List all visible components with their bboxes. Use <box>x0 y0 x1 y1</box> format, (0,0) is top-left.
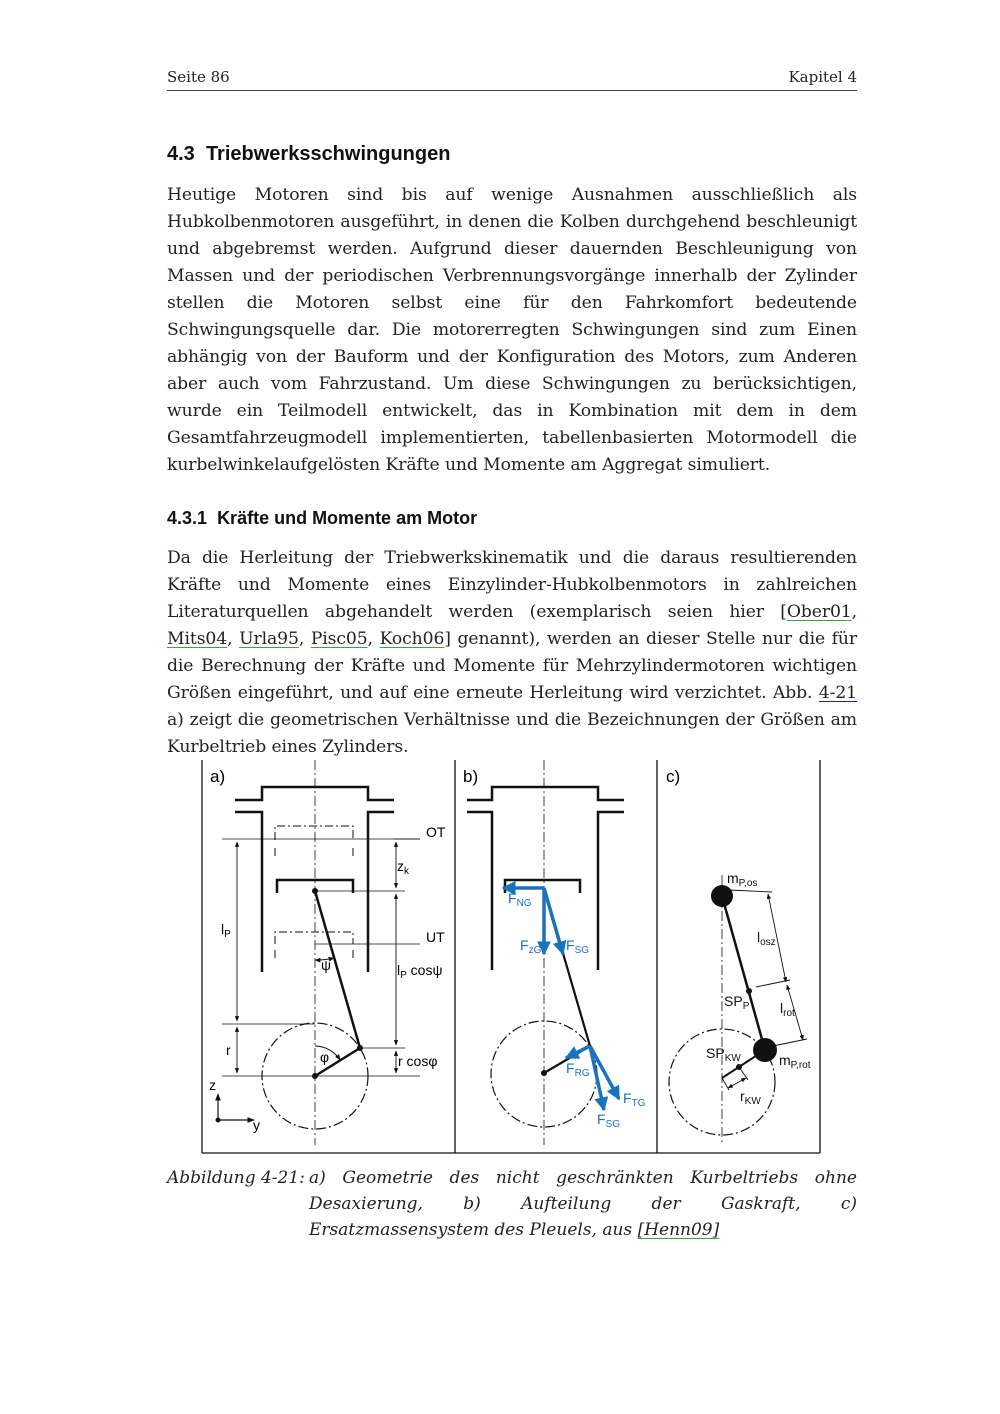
fsg-label: $F_{SG}$ <box>566 937 590 956</box>
caption-label: Abbildung 4-21: <box>167 1168 305 1188</box>
r-cos-phi-label: r cosφ <box>398 1053 438 1069</box>
panel-c <box>666 767 811 1145</box>
origin-dot <box>216 1118 221 1123</box>
panel-b-label: b) <box>463 767 479 786</box>
fsg2-label: $F_{SG}$ <box>597 1111 621 1130</box>
lp-cos-psi-label: $l_P$ cosψ <box>397 962 443 981</box>
body-text-part: a) zeigt die geometrischen Verhältnisse und die Bezeichnungen der Größen am Kurbeltrieb eines Zylinders. <box>167 710 857 757</box>
chapter-label: Kapitel 4 <box>788 68 857 86</box>
phi-label: φ <box>320 1049 330 1065</box>
sp-p-label: $SP_P$ <box>724 993 750 1012</box>
intro-text: Heutige Motoren sind bis auf wenige Ausnahmen ausschließlich als Hubkolbenmotoren ausgeführt, in denen die Kolben durchgehend beschleunigt und abgebremst werden. Aufgrund dieser dauernden Beschleunigung von Massen und der periodischen Verbrennungsvorgänge innerhalb der Zylinder stellen die Motoren selbst eine für den Fahrkomfort bedeutende Schwingungsquelle dar. Die motorerregten Schwingungen sind zum Einen abhängig von der Bauform und der Konfiguration des Motors, zum Anderen aber auch vom Fahrzustand. Um diese Schwingungen zu berücksichtigen, wurde ein Teilmodell entwickelt, das in Kombination mit dem in dem Gesamtfahrzeugmodell implementierten, tabellenbasierten Motormodell die kurbelwinkelaufgelösten Kräfte und Momente am Aggregat simuliert. <box>167 185 857 475</box>
z-axis-label: z <box>209 1077 216 1093</box>
citation-link[interactable]: Urla95 <box>239 629 299 649</box>
caption-text <box>309 1165 857 1243</box>
citation-link[interactable]: Mits04 <box>167 629 228 649</box>
conrod-c <box>722 896 765 1050</box>
section-number: 4.3 <box>167 143 195 165</box>
fzg-label: $F_{zG}$ <box>520 937 542 956</box>
panel-b <box>463 760 646 1145</box>
citation-link[interactable]: Pisc05 <box>310 629 368 649</box>
citation-link[interactable]: Ober01 <box>786 602 852 622</box>
body-paragraph <box>167 545 857 761</box>
subsection-title: Kräfte und Momente am Motor <box>217 508 478 528</box>
l-osz-label: $l_{osz}$ <box>757 929 776 948</box>
ut-label: UT <box>426 929 445 945</box>
r-label: r <box>226 1042 231 1058</box>
figure-frame <box>202 760 820 1153</box>
psi-label: ψ <box>321 957 331 973</box>
sp-kw-label: $SP_{KW}$ <box>706 1045 741 1064</box>
frg-label: $F_{RG}$ <box>566 1060 590 1079</box>
panel-a-label: a) <box>210 767 226 786</box>
y-axis-label: y <box>253 1117 260 1133</box>
force-labels <box>508 890 646 1130</box>
subsection-number: 4.3.1 <box>167 508 208 528</box>
page-number: Seite 86 <box>167 68 230 86</box>
subsection-heading <box>167 508 477 529</box>
fng-label: $F_{NG}$ <box>508 890 532 909</box>
crank-center-b <box>541 1070 547 1076</box>
page-header <box>167 68 857 91</box>
caption-text-body: a) Geometrie des nicht geschränkten Kurbeltriebs ohne Desaxierung, b) Aufteilung der Gaskraft, c) Ersatzmassensystem des Pleuels, aus <box>309 1168 857 1240</box>
panel-c-label: c) <box>666 767 681 786</box>
r-kw-label: $r_{KW}$ <box>740 1088 761 1107</box>
mass-rotating <box>753 1038 777 1062</box>
section-heading <box>167 143 450 166</box>
ftg-label: $F_{TG}$ <box>623 1090 646 1109</box>
citation-link[interactable]: Koch06 <box>379 629 445 649</box>
zk-label: $z_k$ <box>397 858 409 877</box>
mass-oscillating <box>711 885 733 907</box>
piston-ot <box>275 826 353 856</box>
intro-paragraph <box>167 182 857 479</box>
ot-label: OT <box>426 824 446 840</box>
body-text-part: Da die Herleitung der Triebwerkskinematik und die daraus resultierenden Kräfte und Momente eines Einzylinder-Hubkolbenmotors in zahlreichen Literaturquellen abgehandelt werden (exemplarisch seien hier [ <box>167 548 857 622</box>
l-rot-label: $l_{rot}$ <box>780 1000 795 1019</box>
m-p-os-label: $m_{P,os}$ <box>727 870 758 889</box>
force-sg-arrow <box>544 888 563 954</box>
panel-a <box>209 760 446 1145</box>
conrod-cog <box>746 988 752 994</box>
piston-ut <box>275 932 353 958</box>
lp-label: $l_P$ <box>221 921 231 940</box>
force-vectors <box>503 888 619 1110</box>
figure-reference-link[interactable]: 4-21 <box>818 683 857 703</box>
crank-drive-figure <box>200 760 822 1156</box>
m-p-rot-label: $m_{P,rot}$ <box>779 1052 811 1071</box>
section-title: Triebwerksschwingungen <box>205 143 451 165</box>
coordinate-system <box>218 1094 254 1120</box>
force-rg-arrow <box>566 1046 590 1058</box>
body-text-part: ] genannt), werden an dieser Stelle nur die für die Berechnung der Kräfte und Momente für Mehrzylindermotoren wichtigen Größen eingeführt, und auf eine erneute Herleitung wird verzichtet. Abb. <box>167 629 858 703</box>
body-text: Da die Herleitung der Triebwerkskinematik und die daraus resultierenden Kräfte und Momente eines Einzylinder-Hubkolbenmotors in zahlreichen Literaturquellen abgehandelt werden (exemplarisch seien hier [Ober01, Mits04, Urla95, Pisc05, Koch06] genannt), werden an dieser Stelle nur die für die Berechnung der Kräfte und Momente für Mehrzylindermotoren wichtigen Größen eingeführt, und auf eine erneute Herleitung wird verzichtet. Abb. 4-21 a) zeigt die geometrischen Verhältnisse und die Bezeichnungen der Größen am Kurbeltrieb eines Zylinders. <box>167 548 858 757</box>
caption-citation-link[interactable]: [Henn09] <box>637 1220 720 1240</box>
